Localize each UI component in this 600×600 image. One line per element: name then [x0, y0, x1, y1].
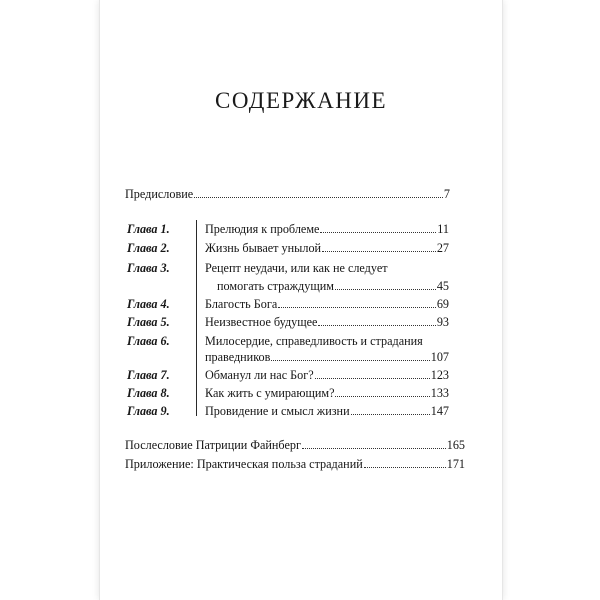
toc-entry-chapter-1 — [205, 222, 449, 236]
toc-page-number: 27 — [436, 241, 449, 255]
toc-entry-chapter-8 — [205, 386, 449, 400]
toc-entry-text-continued: праведников — [205, 350, 271, 364]
toc-entry-text: Провидение и смысл жизни — [205, 404, 350, 418]
toc-entry-text-continued: помогать страждущим — [217, 279, 334, 293]
page-title: СОДЕРЖАНИЕ — [214, 88, 387, 113]
toc-entry-chapter-6 — [205, 350, 449, 364]
toc-page-number: 123 — [430, 368, 449, 382]
dot-leader — [364, 467, 446, 468]
dot-leader — [335, 396, 429, 397]
chapter-label: Глава 6. — [127, 334, 170, 348]
chapter-label: Глава 2. — [127, 241, 170, 255]
toc-entry-chapter-4 — [205, 297, 449, 311]
chapter-label: Глава 7. — [127, 368, 170, 382]
toc-entry-text: Как жить с умирающим? — [205, 386, 335, 400]
toc-entry-text: Приложение: Практическая польза страданий — [125, 457, 363, 471]
book-page — [100, 0, 502, 600]
toc-page-number: 69 — [436, 297, 449, 311]
toc-entry-text: Предисловие — [125, 187, 194, 201]
dot-leader — [278, 307, 436, 308]
toc-entry-chapter-2 — [205, 241, 449, 255]
chapter-divider-line — [196, 220, 197, 416]
dot-leader — [302, 448, 446, 449]
chapter-label: Глава 9. — [127, 404, 170, 418]
toc-entry-appendix — [125, 457, 465, 471]
dot-leader — [351, 414, 430, 415]
toc-entry-text: Жизнь бывает унылой — [205, 241, 322, 255]
toc-entry-chapter-7 — [205, 368, 449, 382]
dot-leader — [335, 289, 436, 290]
toc-entry-afterword — [125, 438, 465, 452]
chapter-label: Глава 5. — [127, 315, 170, 329]
toc-page-number: 147 — [430, 404, 449, 418]
toc-page-number: 133 — [430, 386, 449, 400]
chapter-label: Глава 8. — [127, 386, 170, 400]
toc-entry-chapter-9 — [205, 404, 449, 418]
toc-entry-text: Милосердие, справедливость и страдания — [205, 334, 423, 348]
toc-entry-chapter-5 — [205, 315, 449, 329]
toc-entry-text: Послесловие Патриции Файнберг — [125, 438, 301, 452]
dot-leader — [271, 360, 429, 361]
toc-page-number: 107 — [430, 350, 449, 364]
toc-entry-text: Благость Бога — [205, 297, 278, 311]
toc-entry-text: Неизвестное будущее — [205, 315, 318, 329]
toc-page-number: 165 — [446, 438, 465, 452]
toc-entry-preface — [125, 187, 450, 201]
toc-entry-text: Обманул ли нас Бог? — [205, 368, 314, 382]
dot-leader — [320, 232, 436, 233]
dot-leader — [315, 378, 430, 379]
toc-page-number: 45 — [436, 279, 449, 293]
toc-page-number: 171 — [446, 457, 465, 471]
toc-page-number: 7 — [443, 187, 450, 201]
dot-leader — [322, 251, 436, 252]
toc-entry-text: Рецепт неудачи, или как не следует — [205, 261, 388, 275]
dot-leader — [194, 197, 443, 198]
dot-leader — [318, 325, 435, 326]
toc-entry-chapter-3 — [217, 279, 449, 293]
toc-page-number: 93 — [436, 315, 449, 329]
chapter-label: Глава 3. — [127, 261, 170, 275]
chapter-label: Глава 4. — [127, 297, 170, 311]
toc-entry-text: Прелюдия к проблеме — [205, 222, 320, 236]
toc-page-number: 11 — [437, 222, 449, 236]
chapter-label: Глава 1. — [127, 222, 170, 236]
